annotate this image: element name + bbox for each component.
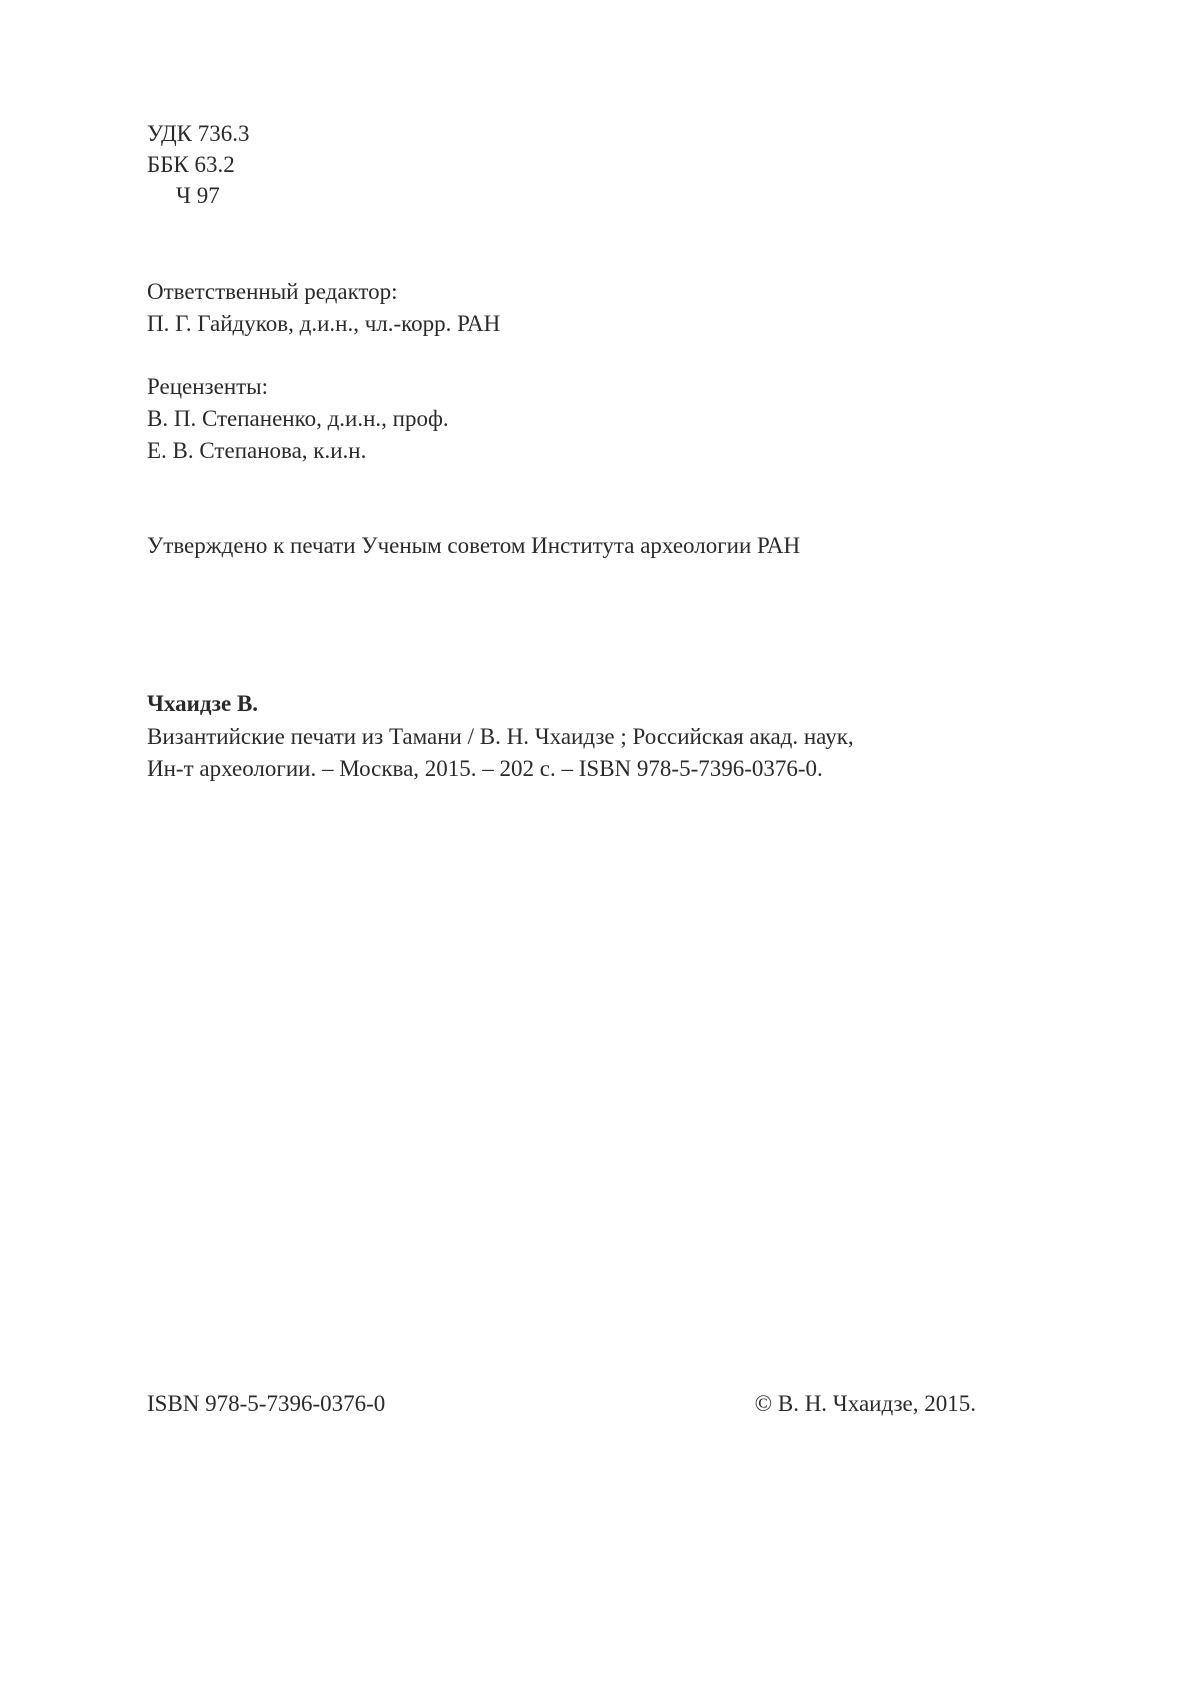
reviewers-label: Рецензенты:: [147, 374, 269, 399]
editor-name: П. Г. Гайдуков, д.и.н., чл.-корр. РАН: [147, 311, 501, 336]
footer-isbn: ISBN 978-5-7396-0376-0: [147, 1391, 386, 1416]
udk-code: УДК 736.3: [147, 121, 250, 146]
approval-statement: Утверждено к печати Ученым советом Института археологии РАН: [147, 533, 801, 558]
footer-copyright: © В. Н. Чхаидзе, 2015.: [754, 1391, 976, 1416]
author-mark: Ч 97: [176, 183, 220, 208]
reviewer-name: В. П. Степаненко, д.и.н., проф.: [147, 406, 449, 431]
bibliographic-line: Ин-т археологии. – Москва, 2015. – 202 с. – ISBN 978-5-7396-0376-0.: [147, 756, 823, 781]
bibliographic-author: Чхаидзе В.: [147, 691, 259, 716]
bbk-code: ББК 63.2: [147, 152, 235, 177]
reviewer-name: Е. В. Степанова, к.и.н.: [147, 438, 367, 463]
bibliographic-line: Византийские печати из Тамани / В. Н. Чхаидзе ; Российская акад. наук,: [147, 724, 854, 749]
editor-label: Ответственный редактор:: [147, 279, 398, 304]
